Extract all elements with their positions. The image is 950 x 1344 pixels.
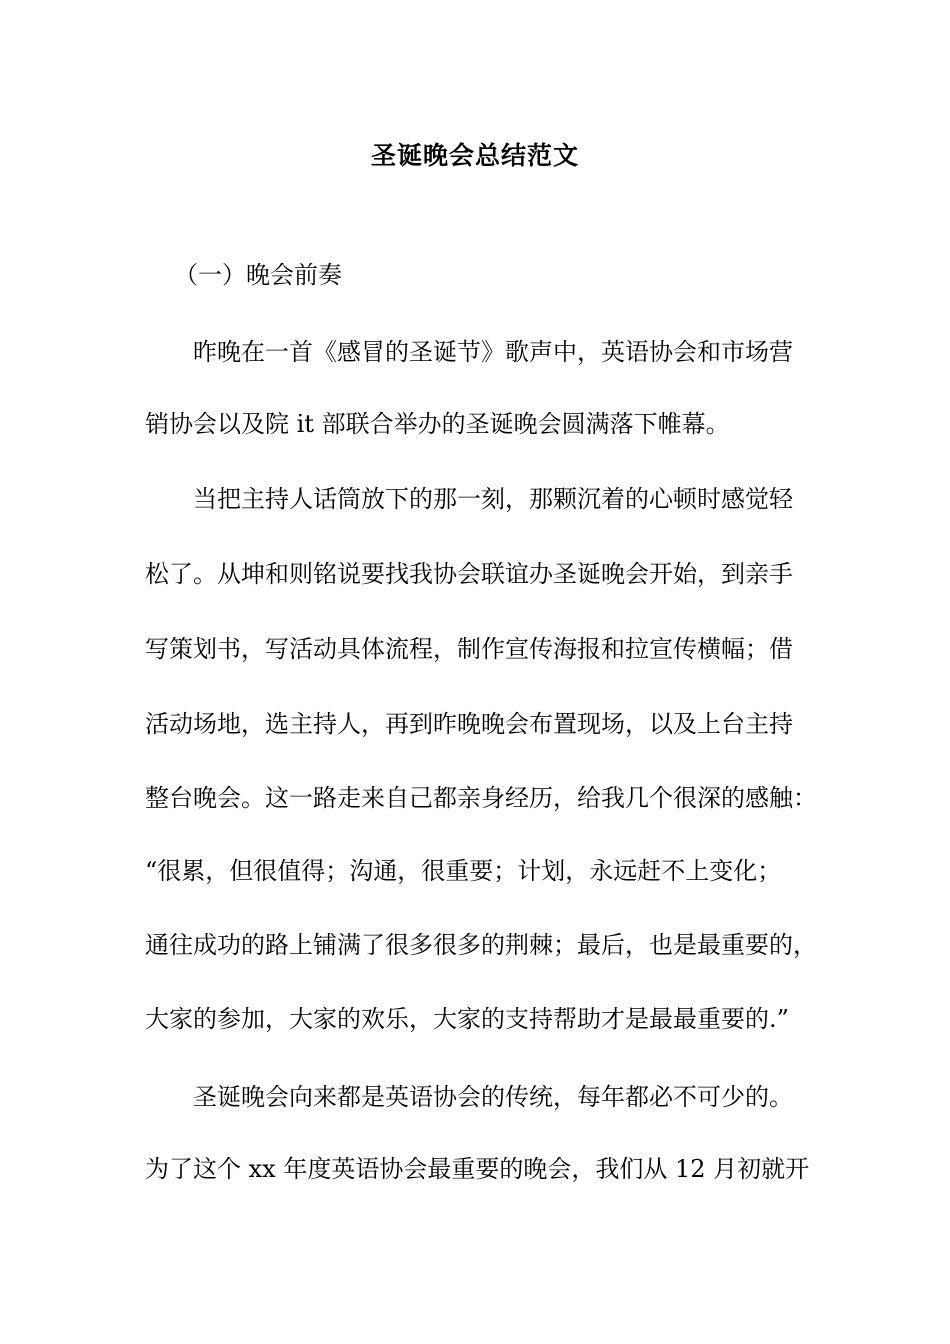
paragraph-line: “很累，但很值得；沟通，很重要；计划，永远赶不上变化； [145, 857, 782, 885]
document-title: 圣诞晚会总结范文 [370, 141, 579, 170]
paragraph-line: 当把主持人话筒放下的那一刻，那颗沉着的心顿时感觉轻 [193, 485, 793, 513]
paragraph-line: 为了这个 xx 年度英语协会最重要的晚会，我们从 12 月初就开 [145, 1155, 810, 1183]
paragraph-line: 圣诞晚会向来都是英语协会的传统，每年都必不可少的。 [193, 1083, 793, 1111]
paragraph-line: 整台晚会。这一路走来自己都亲身经历，给我几个很深的感触： [145, 784, 817, 812]
paragraph-line: 通往成功的路上铺满了很多很多的荆棘；最后，也是最重要的， [145, 931, 817, 959]
paragraph-line: 销协会以及院 it 部联合举办的圣诞晚会圆满落下帷幕。 [145, 410, 730, 438]
section-heading: （一）晚会前奏 [174, 261, 342, 289]
paragraph-line: 昨晚在一首《感冒的圣诞节》歌声中，英语协会和市场营 [193, 338, 793, 366]
paragraph-line: 大家的参加，大家的欢乐，大家的支持帮助才是最最重要的.” [145, 1005, 789, 1033]
paragraph-line: 写策划书，写活动具体流程，制作宣传海报和拉宣传横幅；借 [145, 635, 793, 663]
paragraph-line: 松了。从坤和则铭说要找我协会联谊办圣诞晚会开始，到亲手 [145, 560, 793, 588]
paragraph-line: 活动场地，选主持人，再到昨晚晚会布置现场，以及上台主持 [145, 710, 793, 738]
